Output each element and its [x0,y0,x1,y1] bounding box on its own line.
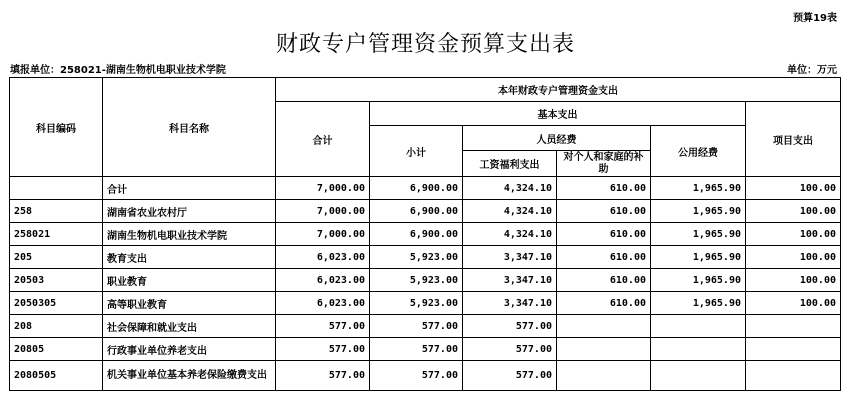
cell-total: 577.00 [276,315,370,338]
cell-code: 208 [10,315,103,338]
cell-project: 100.00 [746,223,841,246]
cell-public [651,338,746,361]
cell-public: 1,965.90 [651,177,746,200]
cell-subsidy: 610.00 [557,177,651,200]
cell-project: 100.00 [746,292,841,315]
table-row [10,315,841,338]
cell-total: 7,000.00 [276,177,370,200]
cell-name: 合计 [103,177,276,200]
cell-public: 1,965.90 [651,223,746,246]
cell-salary: 577.00 [463,315,557,338]
cell-subsidy: 610.00 [557,269,651,292]
cell-name: 社会保障和就业支出 [103,315,276,338]
cell-subsidy: 610.00 [557,292,651,315]
cell-name: 机关事业单位基本养老保险缴费支出 [103,361,276,391]
cell-code: 20503 [10,269,103,292]
cell-public: 1,965.90 [651,269,746,292]
cell-salary: 4,324.10 [463,223,557,246]
header-personnel: 人员经费 [463,126,651,151]
cell-project: 100.00 [746,246,841,269]
cell-subtotal: 577.00 [370,315,463,338]
cell-project: 100.00 [746,269,841,292]
header-public: 公用经费 [651,126,746,177]
header-salary: 工资福利支出 [463,151,557,177]
cell-subtotal: 6,900.00 [370,200,463,223]
reporting-unit: 填报单位：258021-湖南生物机电职业技术学院 [10,65,226,76]
page-title: 财政专户管理资金预算支出表 [275,32,575,57]
cell-public: 1,965.90 [651,292,746,315]
cell-salary: 4,324.10 [463,200,557,223]
table-body [10,177,841,391]
cell-name: 湖南省农业农村厅 [103,200,276,223]
cell-project [746,361,841,391]
cell-name: 高等职业教育 [103,292,276,315]
header-total: 合计 [276,102,370,177]
cell-name: 教育支出 [103,246,276,269]
table-row [10,361,841,391]
cell-subsidy: 610.00 [557,200,651,223]
cell-public: 1,965.90 [651,200,746,223]
cell-total: 6,023.00 [276,269,370,292]
cell-project: 100.00 [746,200,841,223]
cell-subtotal: 5,923.00 [370,246,463,269]
cell-code: 258021 [10,223,103,246]
header-subsidy: 对个人和家庭的补助 [557,151,651,177]
cell-salary: 3,347.10 [463,269,557,292]
cell-subsidy: 610.00 [557,223,651,246]
cell-total: 7,000.00 [276,200,370,223]
budget-table [9,77,841,391]
cell-project [746,315,841,338]
cell-subtotal: 577.00 [370,361,463,391]
cell-total: 577.00 [276,361,370,391]
cell-project [746,338,841,361]
cell-salary: 3,347.10 [463,292,557,315]
cell-salary: 4,324.10 [463,177,557,200]
cell-name: 湖南生物机电职业技术学院 [103,223,276,246]
table-row [10,338,841,361]
cell-code [10,177,103,200]
cell-public [651,361,746,391]
header-name: 科目名称 [103,78,276,177]
header-basic: 基本支出 [370,102,746,126]
cell-code: 2080505 [10,361,103,391]
cell-salary: 577.00 [463,361,557,391]
cell-code: 20805 [10,338,103,361]
header-code: 科目编码 [10,78,103,177]
form-number: 预算19表 [793,13,837,24]
table-row [10,269,841,292]
cell-salary: 3,347.10 [463,246,557,269]
table-row [10,246,841,269]
cell-total: 6,023.00 [276,246,370,269]
cell-public: 1,965.90 [651,246,746,269]
cell-total: 6,023.00 [276,292,370,315]
cell-subtotal: 5,923.00 [370,292,463,315]
cell-subtotal: 577.00 [370,338,463,361]
cell-subsidy: 610.00 [557,246,651,269]
cell-subtotal: 6,900.00 [370,223,463,246]
cell-subsidy [557,315,651,338]
cell-salary: 577.00 [463,338,557,361]
header-project: 项目支出 [746,102,841,177]
cell-subtotal: 6,900.00 [370,177,463,200]
cell-total: 577.00 [276,338,370,361]
table-header [10,78,841,177]
cell-total: 7,000.00 [276,223,370,246]
cell-code: 2050305 [10,292,103,315]
header-group-top: 本年财政专户管理资金支出 [276,78,841,102]
currency-unit: 单位：万元 [787,65,837,76]
header-subtotal: 小计 [370,126,463,177]
cell-subsidy [557,338,651,361]
cell-name: 行政事业单位养老支出 [103,338,276,361]
cell-code: 205 [10,246,103,269]
table-row [10,223,841,246]
cell-public [651,315,746,338]
cell-subsidy [557,361,651,391]
cell-name: 职业教育 [103,269,276,292]
table-row [10,292,841,315]
table-row [10,200,841,223]
cell-code: 258 [10,200,103,223]
cell-project: 100.00 [746,177,841,200]
table-row [10,177,841,200]
cell-subtotal: 5,923.00 [370,269,463,292]
